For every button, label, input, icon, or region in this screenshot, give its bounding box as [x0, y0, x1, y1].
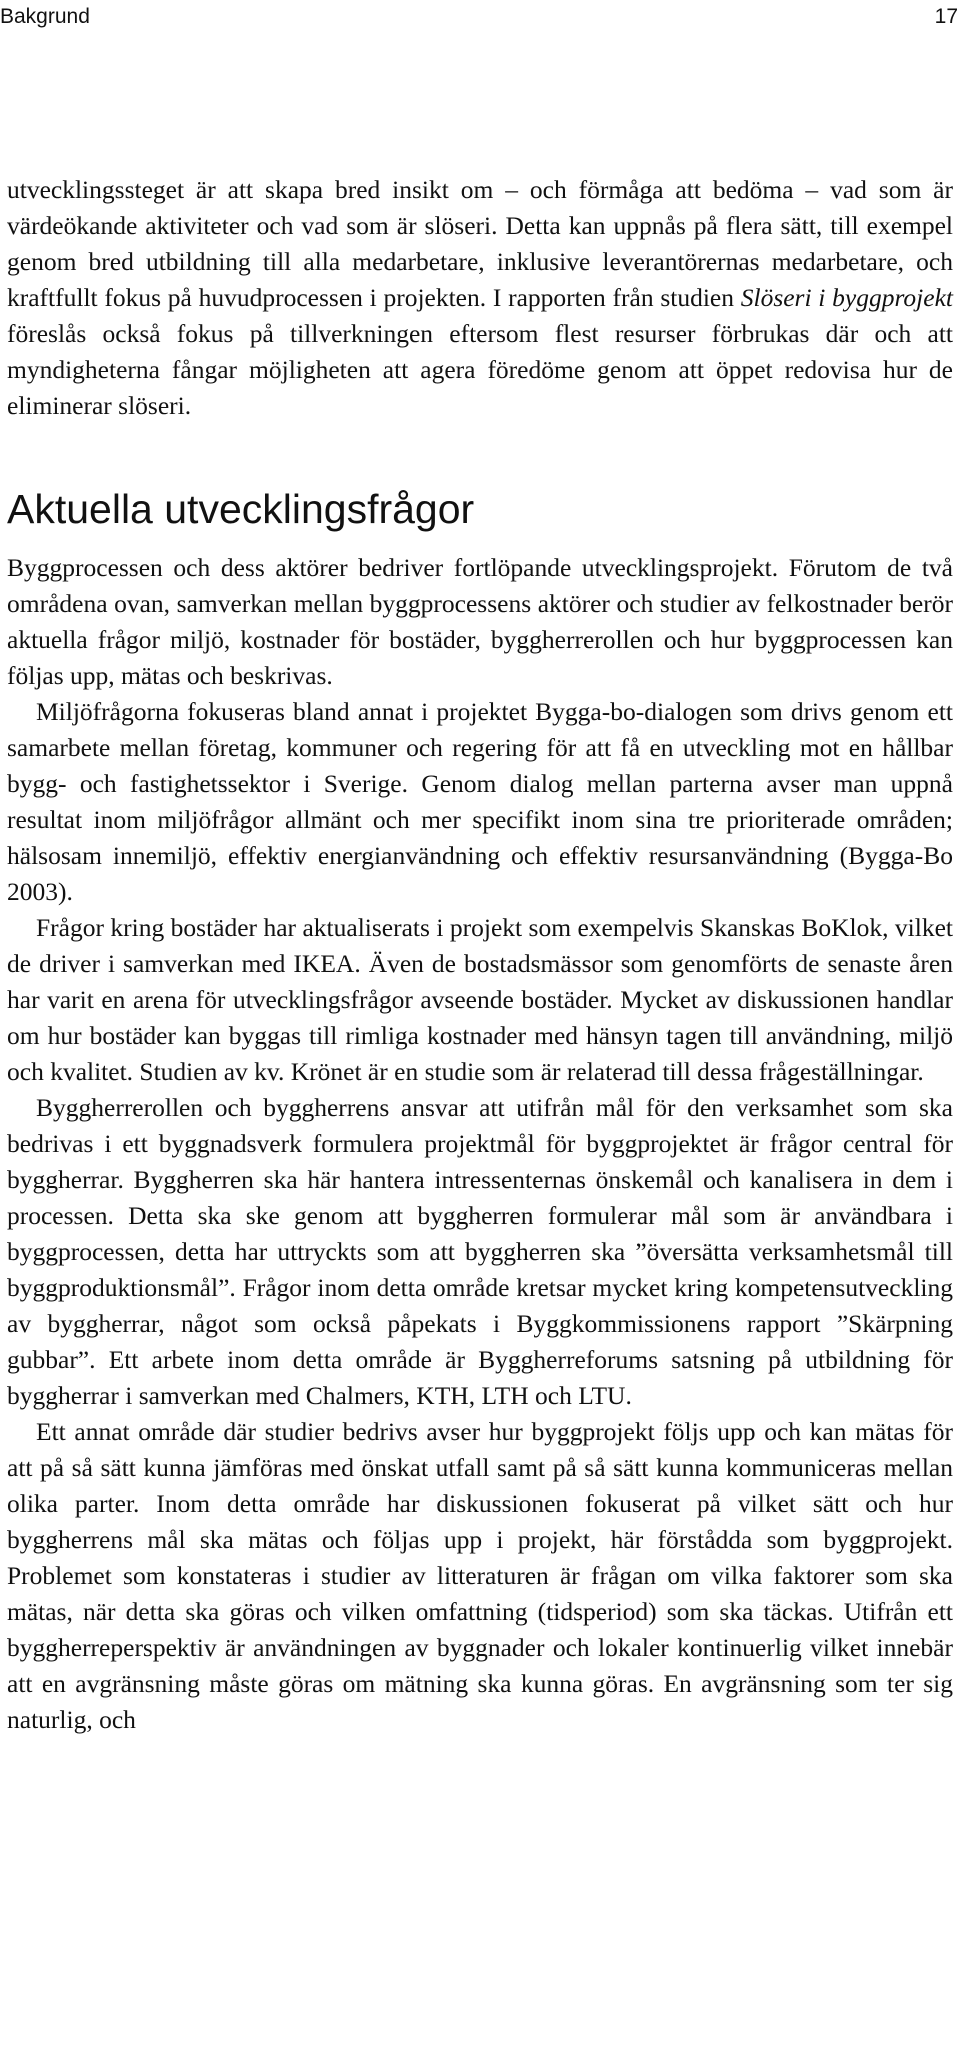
- body-paragraph-4: Byggherrerollen och byggherrens ansvar att utifrån mål för den verksamhet som ska bedrivas i ett byggnadsverk formulera projektmål för byggprojektet är frågor central för byggherrar. Byggherren ska här hantera intressenternas önskemål och kanalisera in dem i processen. Detta ska ske genom att byggherren formulerar mål som är användbara i byggprocessen, detta har uttryckts som att byggherren ska ”översätta verksamhetsmål till byggproduktionsmål”. Frågor inom detta område kretsar mycket kring kompetensutveckling av byggherrar, något som också påpekats i Byggkommissionens rapport ”Skärpning gubbar”. Ett arbete inom detta område är Byggherreforums satsning på utbildning för byggherrar i samverkan med Chalmers, KTH, LTH och LTU.: [7, 1093, 953, 1410]
- lead-paragraph-text-start: utvecklingssteget är att skapa bred insikt om – och förmåga att bedöma – vad som är värdeökande aktiviteter och vad som är slöseri. Detta kan uppnås på flera sätt, till exempel genom bred utbildning till alla medarbetare, inklusive leverantörernas medarbetare, och kraftfullt fokus på huvudprocessen i projekten. I rapporten från studien: [7, 175, 953, 312]
- body-paragraph-5: Ett annat område där studier bedrivs avser hur byggprojekt följs upp och kan mätas för att på så sätt kunna jämföras med önskat utfall samt på så sätt kunna kommuniceras mellan olika parter. Inom detta område har diskussionen fokuserat på vilket sätt och hur byggherrens mål ska mätas och följas upp i projekt, här förstådda som byggprojekt. Problemet som konstateras i studier av litteraturen är frågan om vilka faktorer som ska mätas, när detta ska göras och vilken omfattning (tidsperiod) som ska täckas. Utifrån ett byggherreperspektiv är användningen av byggnader och lokaler kontinuerlig vilket innebär att en avgränsning måste göras om mätning ska kunna göras. En avgränsning som ter sig naturlig, och: [7, 1417, 953, 1734]
- running-head-section-title: Bakgrund: [0, 5, 90, 28]
- lead-paragraph-text-end: föreslås också fokus på tillverkningen eftersom flest resurser förbrukas där och att myndigheterna fångar möjligheten att agera föredöme genom att öppet redovisa hur de eliminerar slöseri.: [7, 319, 953, 420]
- body-paragraph-2: Miljöfrågorna fokuseras bland annat i projektet Bygga-bo-dialogen som drivs genom ett samarbete mellan företag, kommuner och regering för att få en utveckling mot en hållbar bygg- och fastighetssektor i Sverige. Genom dialog mellan parterna avser man uppnå resultat inom miljöfrågor allmänt och mer specifikt inom sina tre prioriterade områden; hälsosam innemiljö, effektiv energianvändning och effektiv resursanvändning (Bygga-Bo 2003).: [7, 697, 953, 906]
- lead-paragraph: [7, 172, 953, 424]
- page-body: [7, 172, 953, 1738]
- page-number: 17: [934, 5, 958, 28]
- section-heading: Aktuella utvecklingsfrågor: [7, 486, 475, 532]
- study-title-reference: Slöseri i byggprojekt: [740, 283, 953, 312]
- body-paragraph-3: Frågor kring bostäder har aktualiserats i projekt som exempelvis Skanskas BoKlok, vilket de driver i samverkan med IKEA. Även de bostadsmässor som genomförts de senaste åren har varit en arena för utvecklingsfrågor avseende bostäder. Mycket av diskussionen handlar om hur bostäder kan byggas till rimliga kostnader med hänsyn tagen till användning, miljö och kvalitet. Studien av kv. Krönet är en studie som är relaterad till dessa frågeställningar.: [7, 913, 953, 1086]
- running-head: [0, 2, 960, 32]
- body-paragraph-1: Byggprocessen och dess aktörer bedriver fortlöpande utvecklingsprojekt. Förutom de två områdena ovan, samverkan mellan byggprocessens aktörer och studier av felkostnader berör aktuella frågor miljö, kostnader för bostäder, byggherrerollen och hur byggprocessen kan följas upp, mätas och beskrivas.: [7, 553, 953, 690]
